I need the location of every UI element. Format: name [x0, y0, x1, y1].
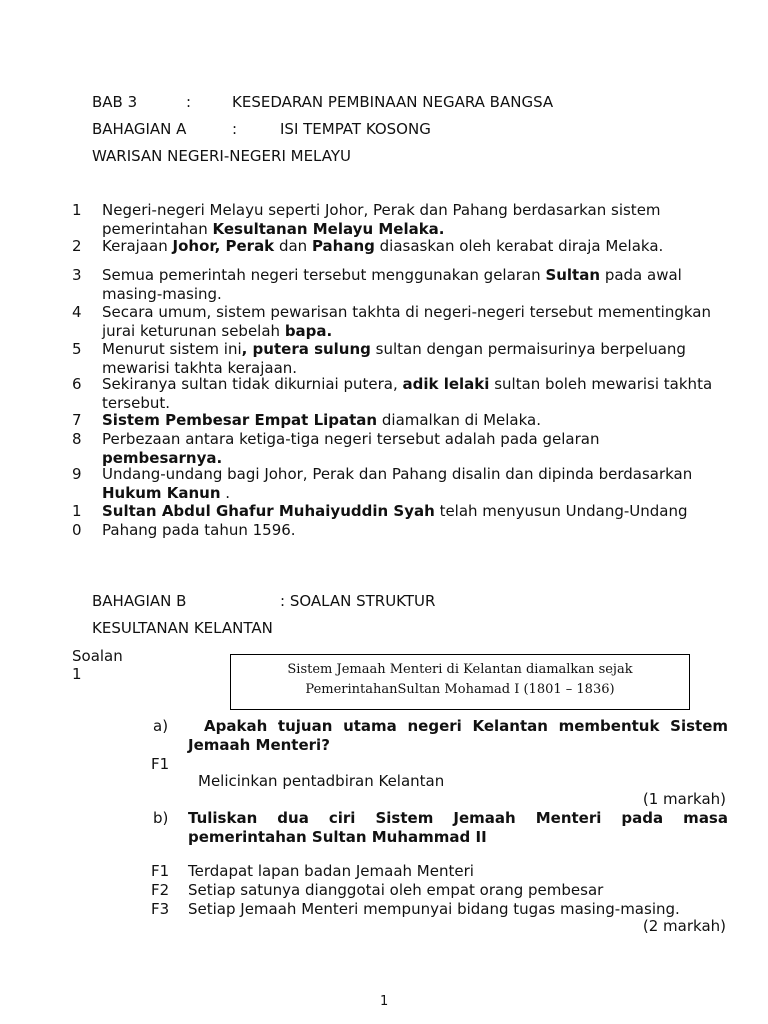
source-box	[230, 654, 690, 710]
item-text: Menurut sistem ini, putera sulung sultan dengan permaisurinya berpeluang	[102, 340, 686, 358]
answer-text: , putera sulung	[241, 340, 371, 358]
item-number: 4	[72, 303, 82, 321]
item-number: 5	[72, 340, 82, 358]
answer-text: adik lelaki	[402, 375, 490, 393]
marks: (1 markah)	[642, 790, 726, 808]
list-item	[102, 201, 732, 238]
item-text: Pahang pada tahun 1596.	[102, 520, 296, 539]
chapter-title: KESEDARAN PEMBINAAN NEGARA BANGSA	[232, 93, 554, 111]
source-line: PemerintahanSultan Mohamad I (1801 – 1836)	[305, 682, 615, 697]
part-b-title: : SOALAN STRUKTUR	[280, 592, 436, 610]
part-a-title: ISI TEMPAT KOSONG	[280, 120, 431, 138]
item-text: Semua pemerintah negeri tersebut menggunakan gelaran Sultan pada awal	[102, 266, 682, 284]
item-text: Sultan Abdul Ghafur Muhaiyuddin Syah telah menyusun Undang-Undang	[102, 502, 688, 520]
answer-label: F1	[151, 755, 170, 773]
item-number: 6	[72, 375, 82, 393]
list-item	[102, 266, 732, 303]
answer-text: bapa.	[284, 321, 333, 340]
answer-text: Setiap Jemaah Menteri mempunyai bidang tugas masing-masing.	[188, 900, 680, 918]
marks: (2 markah)	[642, 917, 726, 935]
item-number: 1	[72, 201, 82, 219]
answer-text: Melicinkan pentadbiran Kelantan	[198, 772, 445, 790]
item-number: 1	[72, 502, 82, 520]
list-item	[102, 411, 732, 430]
list-item	[102, 375, 732, 412]
source-line: Sistem Jemaah Menteri di Kelantan diamalkan sejak	[287, 662, 633, 677]
answer-text: Kesultanan Melayu Melaka.	[212, 219, 445, 238]
list-item	[102, 303, 732, 340]
answer-text: Pahang	[311, 237, 375, 255]
subquestion-text: Apakah tujuan utama negeri Kelantan membentuk Sistem Jemaah Menteri?	[188, 717, 728, 754]
answer-text: Sultan Abdul Ghafur Muhaiyuddin Syah	[102, 502, 435, 520]
item-text: Kerajaan Johor, Perak dan Pahang diasaskan oleh kerabat diraja Melaka.	[102, 237, 664, 255]
item-text: Negeri-negeri Melayu seperti Johor, Perak dan Pahang berdasarkan sistem	[102, 201, 661, 219]
answer-label: F1	[151, 862, 170, 880]
question-label: Soalan	[72, 647, 123, 665]
section-b-title: KESULTANAN KELANTAN	[92, 619, 273, 637]
part-a-label: BAHAGIAN A	[92, 120, 187, 138]
list-item	[102, 340, 732, 377]
item-text: Secara umum, sistem pewarisan takhta di negeri-negeri tersebut mementingkan	[102, 303, 711, 321]
part-b-label: BAHAGIAN B	[92, 592, 187, 610]
subquestion-label: b)	[153, 809, 169, 827]
item-text: Sekiranya sultan tidak dikurniai putera, adik lelaki sultan boleh mewarisi takhta	[102, 375, 713, 393]
subquestion-label: a)	[153, 717, 169, 735]
item-text: Sistem Pembesar Empat Lipatan diamalkan di Melaka.	[102, 411, 541, 429]
answer-text: Sultan	[545, 266, 601, 284]
item-text: Perbezaan antara ketiga-tiga negeri tersebut adalah pada gelaran	[102, 430, 600, 448]
item-number: 7	[72, 411, 82, 429]
answer-text: Hukum Kanun	[102, 483, 221, 502]
item-text: Undang-undang bagi Johor, Perak dan Pahang disalin dan dipinda berdasarkan	[102, 465, 693, 483]
answer-label: F2	[151, 881, 170, 899]
item-text: mewarisi takhta kerajaan.	[102, 358, 298, 377]
list-item	[102, 430, 732, 467]
question-number: 1	[72, 665, 82, 683]
list-item	[102, 465, 732, 502]
item-number: 8	[72, 430, 82, 448]
list-item	[102, 237, 732, 256]
item-text: pemerintahan Kesultanan Melayu Melaka.	[102, 219, 445, 238]
page-number: 1	[380, 994, 389, 1009]
chapter-colon: :	[186, 93, 192, 111]
section-a-title: WARISAN NEGERI-NEGERI MELAYU	[92, 147, 351, 165]
answer-text: Sistem Pembesar Empat Lipatan	[102, 411, 378, 429]
answer-text: Johor, Perak	[172, 237, 275, 255]
item-text: jurai keturunan sebelah bapa.	[102, 321, 333, 340]
answer-text: Terdapat lapan badan Jemaah Menteri	[188, 862, 474, 880]
subquestion-text: Tuliskan dua ciri Sistem Jemaah Menteri pada masa pemerintahan Sultan Muhammad II	[188, 809, 728, 846]
item-number: 0	[72, 521, 82, 539]
item-number: 2	[72, 237, 82, 255]
chapter-label: BAB 3	[92, 93, 138, 111]
item-text: tersebut.	[102, 393, 170, 412]
part-a-colon: :	[232, 120, 238, 138]
list-item	[102, 502, 732, 539]
item-number: 9	[72, 465, 82, 483]
item-text: masing-masing.	[102, 284, 222, 303]
item-number: 3	[72, 266, 82, 284]
answer-text: pembesarnya.	[102, 448, 223, 467]
answer-text: Setiap satunya dianggotai oleh empat orang pembesar	[188, 881, 604, 899]
answer-label: F3	[151, 900, 170, 918]
item-text: Hukum Kanun .	[102, 483, 231, 502]
